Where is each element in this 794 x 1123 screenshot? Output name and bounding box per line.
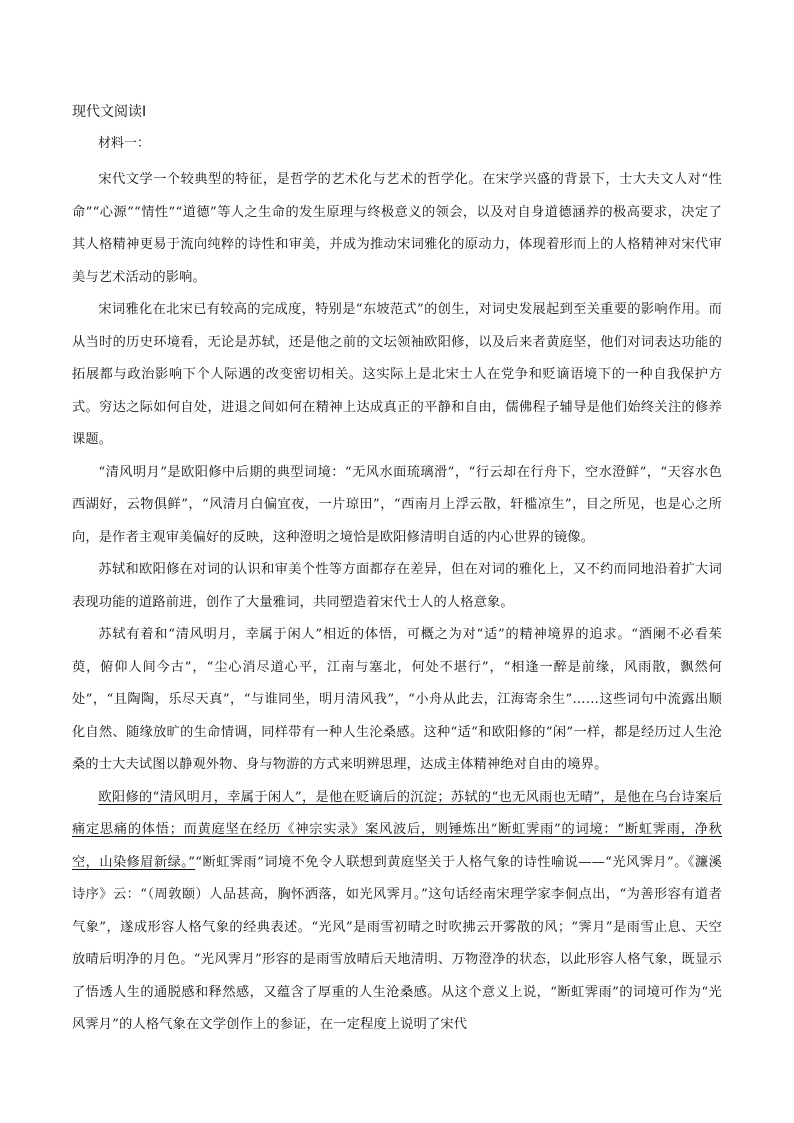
material-label: 材料一： — [98, 136, 151, 151]
paragraph-4: 苏轼和欧阳修在对词的认识和审美个性等方面都存在差异，但在对词的雅化上，又不约而同地沿着扩大词表现功能的道路前进，创作了大量雅词，共同塑造着宋代士人的人格意象。 — [72, 562, 722, 610]
paragraph-3: “清风明月”是欧阳修中后期的典型词境：“无风水面琉璃滑”，“行云却在行舟下，空水澄鲜”，“天容水色西湖好，云物俱鲜”，“风清月白偏宜夜，一片琼田”，“西南月上浮云散，轩槛凉生”，目之所见，也是心之所向，是作者主观审美偏好的反映，这种澄明之境恰是欧阳修清明自适的内心世界的镜像。 — [72, 464, 722, 545]
document-content — [72, 102, 722, 1042]
paragraph-6-underlined: 欧阳修的“清风明月，幸属于闲人”，是他在贬谪后的沉淀；苏轼的“也无风雨也无晴”，是他在乌台诗案后痛定思痛的体悟；而黄庭坚在经历《神宗实录》案风波后，则锤炼出“断虹霁雨”的词境：“断虹霁雨，净秋空，山染修眉新绿。” — [72, 789, 722, 870]
paragraph-6 — [72, 782, 722, 1042]
paragraph-2: 宋词雅化在北宋已有较高的完成度，特别是“东坡范式”的创生，对词史发展起到至关重要的影响作用。而从当时的历史环境看，无论是苏轼，还是他之前的文坛领袖欧阳修，以及后来者黄庭坚，他们对词表达功能的拓展都与政治影响下个人际遇的改变密切相关。这实际上是北宋士人在党争和贬谪语境下的一种自我保护方式。穷达之际如何自处，进退之间如何在精神上达成真正的平静和自由，儒佛程子辅导是他们始终关注的修养课题。 — [72, 302, 722, 447]
paragraph-1: 宋代文学一个较典型的特征，是哲学的艺术化与艺术的哲学化。在宋学兴盛的背景下，士大夫文人对“性命”“心源”“情性”“道德”等人之生命的发生原理与终极意义的领会，以及对自身道德涵养的极高要求，决定了其人格精神更易于流向纯粹的诗性和审美，并成为推动宋词雅化的原动力，体现着形而上的人格精神对宋代审美与艺术活动的影响。 — [72, 172, 722, 285]
section-title: 现代文阅读Ⅰ — [72, 104, 147, 120]
paragraph-6-rest: “断虹霁雨”词境不免令人联想到黄庭坚关于人格气象的诗性喻说——“光风霁月”。《濂溪诗序》云：“（周敦颐）人品甚高，胸怀洒落，如光风霁月。”这句话经南宋理学家李侗点出，“为善形容有道者气象”，遂成形容人格气象的经典表述。“光风”是雨雪初晴之时吹拂云开雾散的风；“霁月”是雨雪止息、天空放晴后明净的月色。“光风霁月”形容的是雨雪放晴后天地清明、万物澄净的状态，以此形容人格气象，既显示了悟透人生的通脱感和释然感，又蕴含了厚重的人生沧桑感。从这个意义上说，“断虹霁雨”的词境可作为“光风霁月”的人格气象在文学创作上的参证，在一定程度上说明了宋代 — [72, 854, 722, 1032]
paragraph-5: 苏轼有着和“清风明月，幸属于闲人”相近的体悟，可概之为对“适”的精神境界的追求。“酒阑不必看茱萸，俯仰人间今古”，“尘心消尽道心平，江南与塞北，何处不堪行”，“相逢一醉是前缘，风雨散，飘然何处”，“且陶陶，乐尽天真”，“与谁同坐，明月清风我”，“小舟从此去，江海寄余生”……这些词句中流露出顺化自然、随缘放旷的生命情调，同样带有一种人生沦桑感。这种“适”和欧阳修的“闲”一样，都是经历过人生沧桑的士大夫试图以静观外物、身与物游的方式来明辨思理，达成主体精神绝对自由的境界。 — [72, 627, 722, 772]
